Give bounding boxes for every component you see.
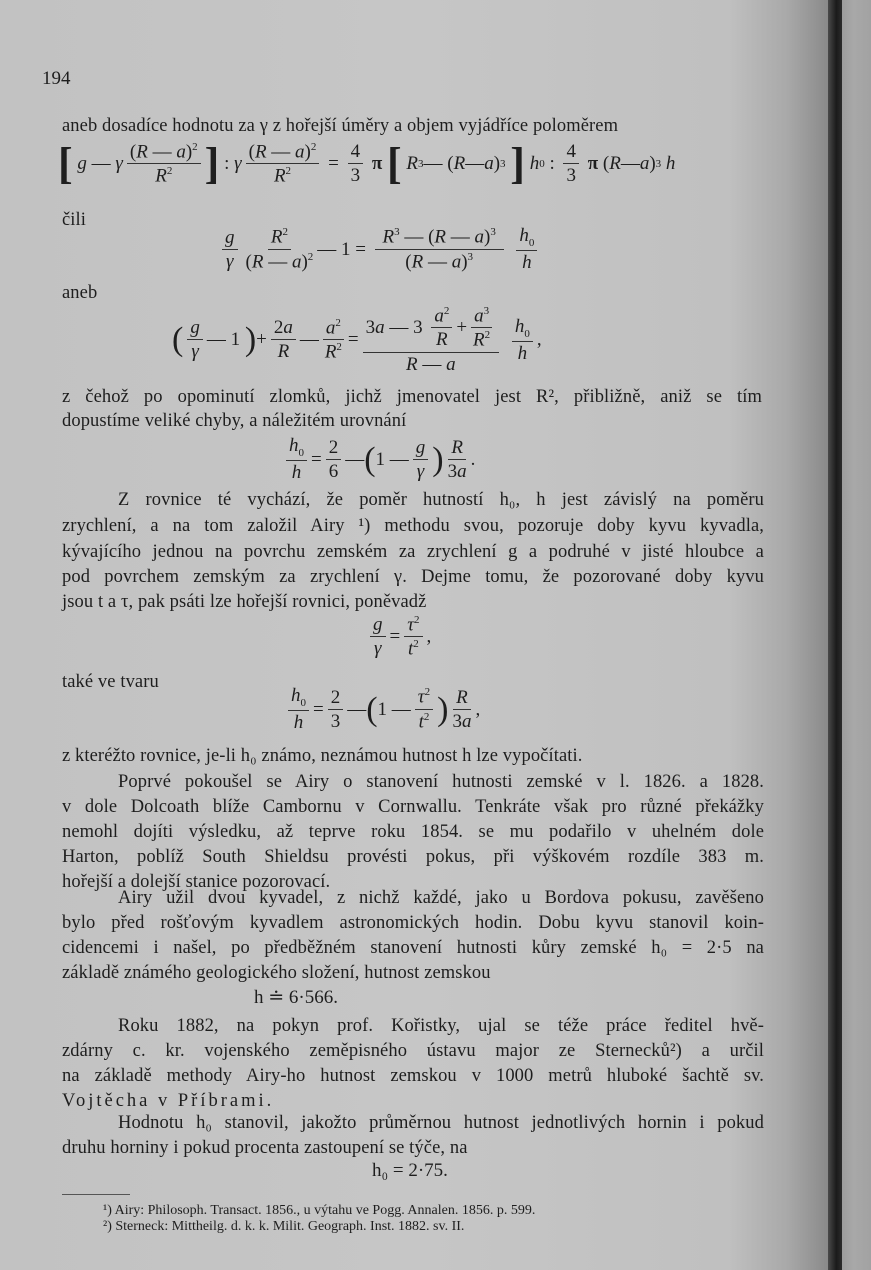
equation-7: h ≐ 6·566. (254, 987, 338, 1008)
page-number: 194 (42, 68, 71, 89)
book-gutter-shadow (828, 0, 842, 1270)
equation-5: $\frac{g}{\gamma}$ = $\frac{\tau^2}{t^2}$ , (366, 615, 431, 660)
paragraph-4: z kteréžto rovnice, je-li h₀ známo, neznámou hutnost h lze vypočítati. (62, 746, 583, 766)
equation-6: $\frac{h_0}{h}$ = $\frac{2}{3}$ — ( 1 — $\frac{\tau^2}{t^2}$ ) $\frac{R}{3a}$ , (284, 686, 480, 733)
equation-3: ( $\frac{g}{\gamma}$ — 1 ) + $\frac{2a}{R}$ — $\frac{a^2}{R^2}$ = 3 a — 3 $\frac{a^2}{R}$ + $\frac{a^3}{R^2}$ R — a $\frac{h_0}{h}$ , (172, 305, 542, 375)
facing-page-edge (842, 0, 871, 1270)
label-cili: čili (62, 210, 87, 230)
equation-8: h₀ = 2·75. (372, 1160, 448, 1181)
footnote-1: ¹) Airy: Philosoph. Transact. 1856., u výtahu ve Pogg. Annalen. 1856. p. 599. (103, 1203, 536, 1218)
paragraph-intro: aneb dosadíce hodnotu za γ z hořejší úměry a objem vyjádříce poloměrem (62, 116, 619, 136)
paragraph-2-line-2: dopustíme veliké chyby, a náležitém urovnání (62, 411, 407, 431)
equation-1: [ g — γ $\frac{(R — a)^2}{R^2}$ ] : γ $\frac{(R — a)^2}{R^2}$ = $\frac{4}{3}$ π [ R 3 — ( R — a ) 3 ] h 0 : $\frac{4}{3}$ π ( R — a ) 3 h (58, 139, 676, 189)
paragraph-2-line-1: z čehož po opominutí zlomků, jichž jmenovatel jest R², přibližně, aniž se tím (62, 387, 762, 407)
footnote-separator (62, 1194, 130, 1195)
footnote-2: ²) Sterneck: Mittheilg. d. k. k. Milit. Geograph. Inst. 1882. sv. II. (103, 1219, 465, 1234)
label-aneb: aneb (62, 283, 98, 303)
equation-2: $\frac{g}{\gamma}$ $\frac{R^2}{(R — a)^2}$ — 1 = $\frac{R^3 — (R — a)^3}{(R — a)^3}$ $\frac{h_0}{h}$ (218, 226, 541, 273)
equation-4: $\frac{h_0}{h}$ = $\frac{2}{6}$ — ( 1 — $\frac{g}{\gamma}$ ) $\frac{R}{3a}$ . (282, 436, 475, 483)
label-take-ve-tvaru: také ve tvaru (62, 672, 159, 692)
